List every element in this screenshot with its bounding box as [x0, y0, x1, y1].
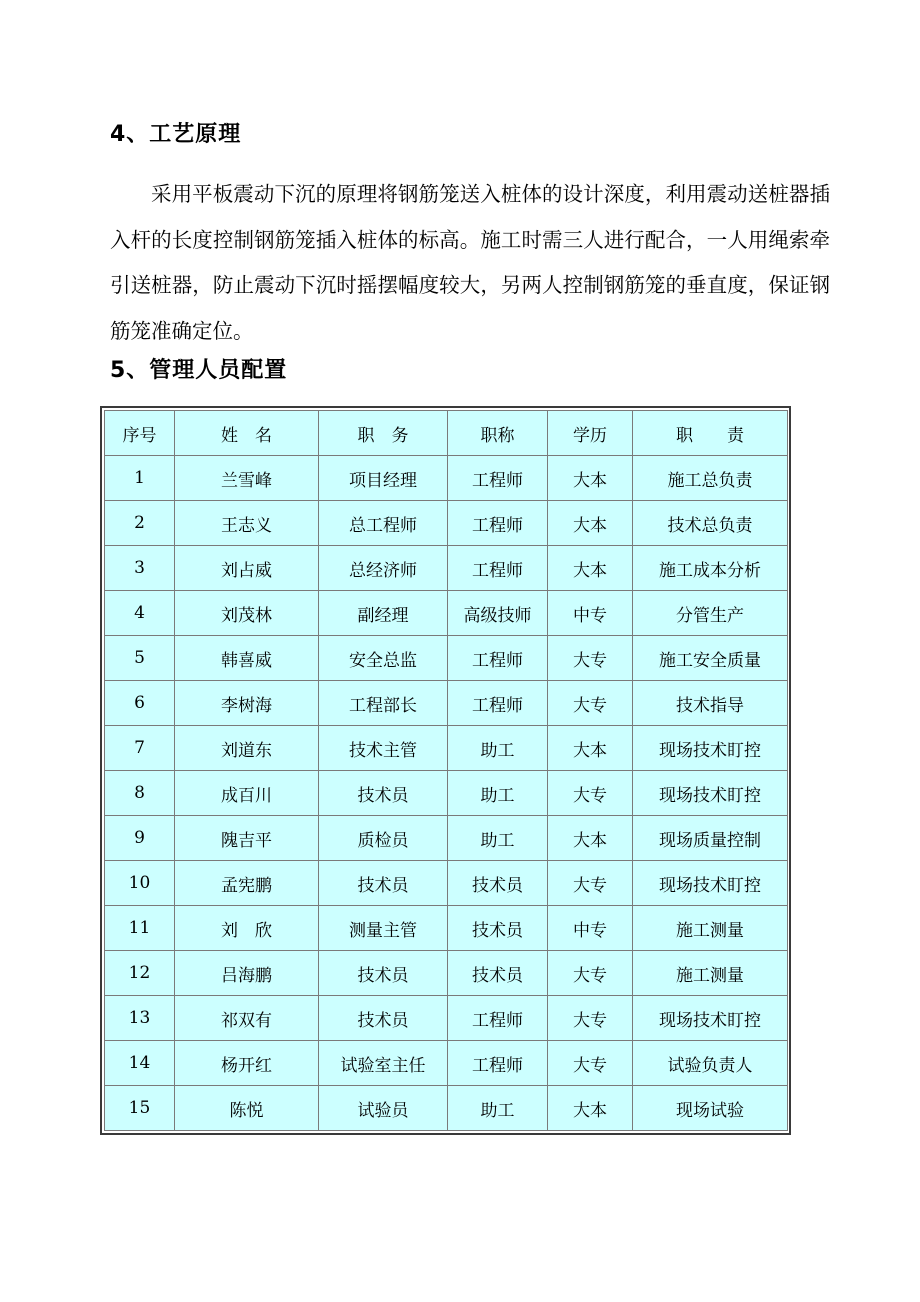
cell-title: 技术员 — [448, 906, 548, 951]
table-row — [105, 456, 788, 501]
cell-title: 工程师 — [448, 546, 548, 591]
cell-name: 刘 欣 — [175, 906, 319, 951]
cell-position: 质检员 — [319, 816, 448, 861]
cell-title: 技术员 — [448, 861, 548, 906]
cell-responsibility: 施工安全质量 — [633, 636, 788, 681]
cell-education: 大专 — [548, 996, 633, 1041]
cell-serial-number: 14 — [105, 1041, 175, 1086]
header-name: 姓 名 — [175, 411, 319, 456]
staff-table — [104, 410, 788, 1131]
cell-responsibility: 现场质量控制 — [633, 816, 788, 861]
cell-name: 李树海 — [175, 681, 319, 726]
cell-position: 试验室主任 — [319, 1041, 448, 1086]
cell-title: 助工 — [448, 1086, 548, 1131]
table-row — [105, 1041, 788, 1086]
cell-name: 兰雪峰 — [175, 456, 319, 501]
cell-position: 技术员 — [319, 996, 448, 1041]
cell-name: 刘茂林 — [175, 591, 319, 636]
cell-name: 陈悦 — [175, 1086, 319, 1131]
cell-responsibility: 分管生产 — [633, 591, 788, 636]
cell-title: 工程师 — [448, 456, 548, 501]
cell-education: 大专 — [548, 861, 633, 906]
cell-serial-number: 11 — [105, 906, 175, 951]
cell-education: 大专 — [548, 771, 633, 816]
cell-responsibility: 现场技术盯控 — [633, 861, 788, 906]
cell-position: 总经济师 — [319, 546, 448, 591]
cell-responsibility: 施工测量 — [633, 906, 788, 951]
cell-name: 王志义 — [175, 501, 319, 546]
cell-title: 工程师 — [448, 636, 548, 681]
cell-responsibility: 现场试验 — [633, 1086, 788, 1131]
cell-position: 安全总监 — [319, 636, 448, 681]
cell-title: 工程师 — [448, 996, 548, 1041]
cell-serial-number: 15 — [105, 1086, 175, 1131]
cell-position: 技术员 — [319, 771, 448, 816]
section-4-heading: 4、工艺原理 — [110, 122, 242, 147]
cell-serial-number: 2 — [105, 501, 175, 546]
header-title: 职称 — [448, 411, 548, 456]
cell-education: 大专 — [548, 951, 633, 996]
staff-table-frame — [100, 406, 791, 1135]
cell-education: 大专 — [548, 1041, 633, 1086]
cell-serial-number: 12 — [105, 951, 175, 996]
table-row — [105, 681, 788, 726]
cell-name: 吕海鹏 — [175, 951, 319, 996]
cell-education: 大专 — [548, 636, 633, 681]
table-row — [105, 951, 788, 996]
table-row — [105, 726, 788, 771]
cell-serial-number: 9 — [105, 816, 175, 861]
cell-title: 助工 — [448, 726, 548, 771]
header-serial-number: 序号 — [105, 411, 175, 456]
cell-title: 工程师 — [448, 1041, 548, 1086]
cell-title: 工程师 — [448, 501, 548, 546]
cell-responsibility: 现场技术盯控 — [633, 726, 788, 771]
header-education: 学历 — [548, 411, 633, 456]
table-row — [105, 816, 788, 861]
cell-education: 大本 — [548, 501, 633, 546]
cell-title: 助工 — [448, 771, 548, 816]
cell-serial-number: 6 — [105, 681, 175, 726]
cell-name: 成百川 — [175, 771, 319, 816]
cell-education: 中专 — [548, 906, 633, 951]
cell-name: 祁双有 — [175, 996, 319, 1041]
cell-name: 孟宪鹏 — [175, 861, 319, 906]
cell-responsibility: 现场技术盯控 — [633, 996, 788, 1041]
cell-name: 韩喜威 — [175, 636, 319, 681]
cell-name: 刘占威 — [175, 546, 319, 591]
table-row — [105, 1086, 788, 1131]
cell-responsibility: 技术总负责 — [633, 501, 788, 546]
table-row — [105, 861, 788, 906]
table-row — [105, 996, 788, 1041]
cell-education: 大本 — [548, 816, 633, 861]
cell-responsibility: 试验负责人 — [633, 1041, 788, 1086]
cell-education: 大本 — [548, 1086, 633, 1131]
section-5-heading: 5、管理人员配置 — [110, 358, 288, 383]
table-row — [105, 906, 788, 951]
table-row — [105, 546, 788, 591]
cell-position: 工程部长 — [319, 681, 448, 726]
cell-serial-number: 13 — [105, 996, 175, 1041]
table-row — [105, 501, 788, 546]
cell-position: 测量主管 — [319, 906, 448, 951]
cell-position: 总工程师 — [319, 501, 448, 546]
cell-education: 大本 — [548, 726, 633, 771]
cell-position: 试验员 — [319, 1086, 448, 1131]
header-responsibility: 职 责 — [633, 411, 788, 456]
cell-serial-number: 7 — [105, 726, 175, 771]
cell-serial-number: 3 — [105, 546, 175, 591]
cell-position: 副经理 — [319, 591, 448, 636]
section-4-paragraph: 采用平板震动下沉的原理将钢筋笼送入桩体的设计深度，利用震动送桩器插入杆的长度控制钢筋笼插入桩体的标高。施工时需三人进行配合，一人用绳索牵引送桩器，防止震动下沉时摇摆幅度较大，另两人控制钢筋笼的垂直度，保证钢筋笼准确定位。 — [110, 182, 830, 343]
cell-title: 高级技师 — [448, 591, 548, 636]
cell-education: 中专 — [548, 591, 633, 636]
cell-responsibility: 施工测量 — [633, 951, 788, 996]
table-row — [105, 591, 788, 636]
cell-position: 技术员 — [319, 951, 448, 996]
cell-responsibility: 施工总负责 — [633, 456, 788, 501]
cell-responsibility: 技术指导 — [633, 681, 788, 726]
cell-serial-number: 5 — [105, 636, 175, 681]
cell-responsibility: 施工成本分析 — [633, 546, 788, 591]
cell-serial-number: 4 — [105, 591, 175, 636]
cell-position: 项目经理 — [319, 456, 448, 501]
cell-position: 技术员 — [319, 861, 448, 906]
cell-title: 工程师 — [448, 681, 548, 726]
cell-name: 杨开红 — [175, 1041, 319, 1086]
cell-title: 助工 — [448, 816, 548, 861]
header-position: 职 务 — [319, 411, 448, 456]
cell-serial-number: 1 — [105, 456, 175, 501]
cell-serial-number: 10 — [105, 861, 175, 906]
cell-name: 刘道东 — [175, 726, 319, 771]
cell-education: 大专 — [548, 681, 633, 726]
table-row — [105, 636, 788, 681]
table-row — [105, 771, 788, 816]
cell-education: 大本 — [548, 456, 633, 501]
cell-education: 大本 — [548, 546, 633, 591]
cell-name: 隗吉平 — [175, 816, 319, 861]
cell-position: 技术主管 — [319, 726, 448, 771]
cell-title: 技术员 — [448, 951, 548, 996]
cell-responsibility: 现场技术盯控 — [633, 771, 788, 816]
cell-serial-number: 8 — [105, 771, 175, 816]
table-header-row — [105, 411, 788, 456]
